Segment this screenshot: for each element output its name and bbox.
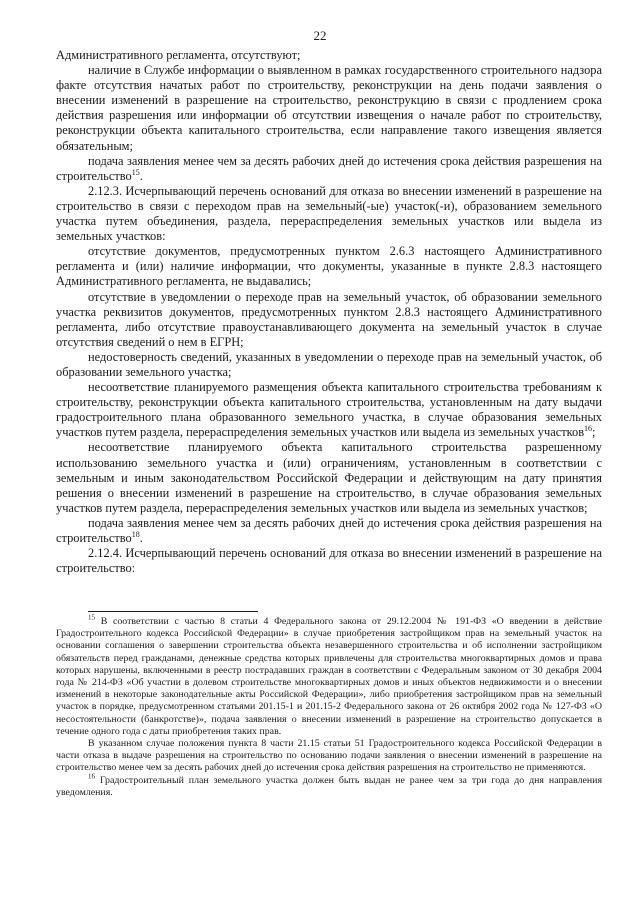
main-text: [56, 48, 602, 576]
footnote-15: [56, 613, 602, 738]
paragraph-text: подача заявления менее чем за десять рабочих дней до истечения срока действия разрешения на строительство: [56, 153, 602, 183]
paragraph: недостоверность сведений, указанных в уведомлении о переходе прав на земельный участок, об образовании земельного участка;: [56, 349, 602, 379]
paragraph: отсутствие документов, предусмотренных пунктом 2.6.3 настоящего Административного регламента и (или) наличие информации, что документы, указанные в пункте 2.8.3 настоящего Административного регламента, не выдавались;: [56, 244, 602, 289]
footnote-15-continuation: В указанном случае положения пункта 8 части 21.15 статьи 51 Градостроительного кодекса Российской Федерации в части отказа в выдаче разрешения на строительство по основанию подачи заявления о внесении изменений в разрешение на строительство менее чем за десять рабочих дней до истечения срока действия разрешения на строительство не применяются.: [56, 738, 602, 774]
page-number: 22: [313, 28, 327, 43]
paragraph: 2.12.4. Исчерпывающий перечень оснований для отказа во внесении изменений в разрешение на строительство:: [56, 546, 602, 576]
footnote-text: В соответствии с частью 8 статьи 4 Федерального закона от 29.12.2004 № 191-ФЗ «О введении в действие Градостроительного кодекса Российской Федерации» в случае приобретения застройщиком прав на земельный участок на основании соглашения о завершении строительства объекта незавершенного строительства и об исполнении застройщиком обязательств перед гражданами, денежные средства которых привлечены для строительства многоквартирных домов и права которых нарушены, включенными в реестр пострадавших граждан в соответствии с Федеральным законом от 30 декабря 2004 года № 214-ФЗ «Об участии в долевом строительстве многоквартирных домов и иных объектов недвижимости и о внесении изменений в некоторые законодательные акты Российской Федерации», либо приобретения застройщиком прав на земельный участок в порядке, предусмотренном статьями 201.15-1 и 201.15-2 Федерального закона от 26 октября 2002 года № 127-ФЗ «О несостоятельности (банкротстве)», подача заявления о внесении изменений в разрешение на строительство допускается в течение одного года с даты приобретения таких прав.: [56, 616, 602, 737]
footnote-ref-16[interactable]: 16: [584, 424, 593, 434]
paragraph-text: несоответствие планируемого размещения объекта капитального строительства требованиям к строительству, реконструкции объекта капитального строительства, установленным на дату выдачи градостроительного плана образованного земельного участка, в случае образования земельных участков путем раздела, перераспределения земельных участков или выдела из земельных участков: [56, 380, 602, 440]
footnote-16: [56, 772, 603, 799]
footnote-ref-18[interactable]: 18: [131, 529, 140, 539]
paragraph: подача заявления менее чем за десять рабочих дней до истечения срока действия разрешения на строительство$^{15}$.: [56, 153, 602, 183]
footnote-text: Градостроительный план земельного участка должен быть выдан не ранее чем за три года до дня направления уведомления.: [56, 774, 603, 798]
footnote-separator: [88, 611, 258, 612]
footnote-marker: 16: [88, 772, 95, 781]
footnote-ref-15[interactable]: 15: [131, 167, 140, 177]
paragraph-text: подача заявления менее чем за десять рабочих дней до истечения срока действия разрешения на строительство: [56, 515, 602, 545]
paragraph: отсутствие в уведомлении о переходе прав на земельный участок, об образовании земельного участка реквизитов документов, предусмотренных пунктом 2.8.3 настоящего Административного регламента, либо отсутствие правоустанавливающего документа на земельный участок в случае отсутствия сведений о нем в ЕГРН;: [56, 289, 602, 349]
paragraph: несоответствие планируемого размещения объекта капитального строительства требованиям к строительству, реконструкции объекта капитального строительства, установленным на дату выдачи градостроительного плана образованного земельного участка, в случае образования земельных участков путем раздела, перераспределения земельных участков или выдела из земельных участков$^{16}$;: [56, 380, 602, 440]
footnote-marker: 15: [88, 613, 95, 622]
paragraph: 2.12.3. Исчерпывающий перечень оснований для отказа во внесении изменений в разрешение на строительство в связи с переходом прав на земельный(-ые) участок(-и), образованием земельного участка путем объединения, раздела, перераспределения земельных участков или выдела из земельных участков:: [56, 183, 602, 244]
paragraph: подача заявления менее чем за десять рабочих дней до истечения срока действия разрешения на строительство$^{18}$.: [56, 515, 602, 545]
paragraph: наличие в Службе информации о выявленном в рамках государственного строительного надзора факте отсутствия начатых работ по строительству, реконструкции на день подачи заявления о внесении изменений в разрешение на строительство, реконструкцию в связи с продлением срока действия разрешения или информации об отсутствии извещения о начале работ по строительству, реконструкции объекта капитального строительства, если направление такого извещения является обязательным;: [56, 63, 602, 153]
paragraph: несоответствие планируемого объекта капитального строительства разрешенному использованию земельного участка и (или) ограничениям, установленным в соответствии с земельным и иным законодательством Российской Федерации и действующим на дату принятия решения о внесении изменений в разрешение на строительство, в случае образования земельных участков путем раздела, перераспределения земельных участков или выдела из земельных участков;: [56, 440, 602, 515]
paragraph: Административного регламента, отсутствуют;: [56, 48, 301, 62]
footnotes: [56, 613, 603, 799]
